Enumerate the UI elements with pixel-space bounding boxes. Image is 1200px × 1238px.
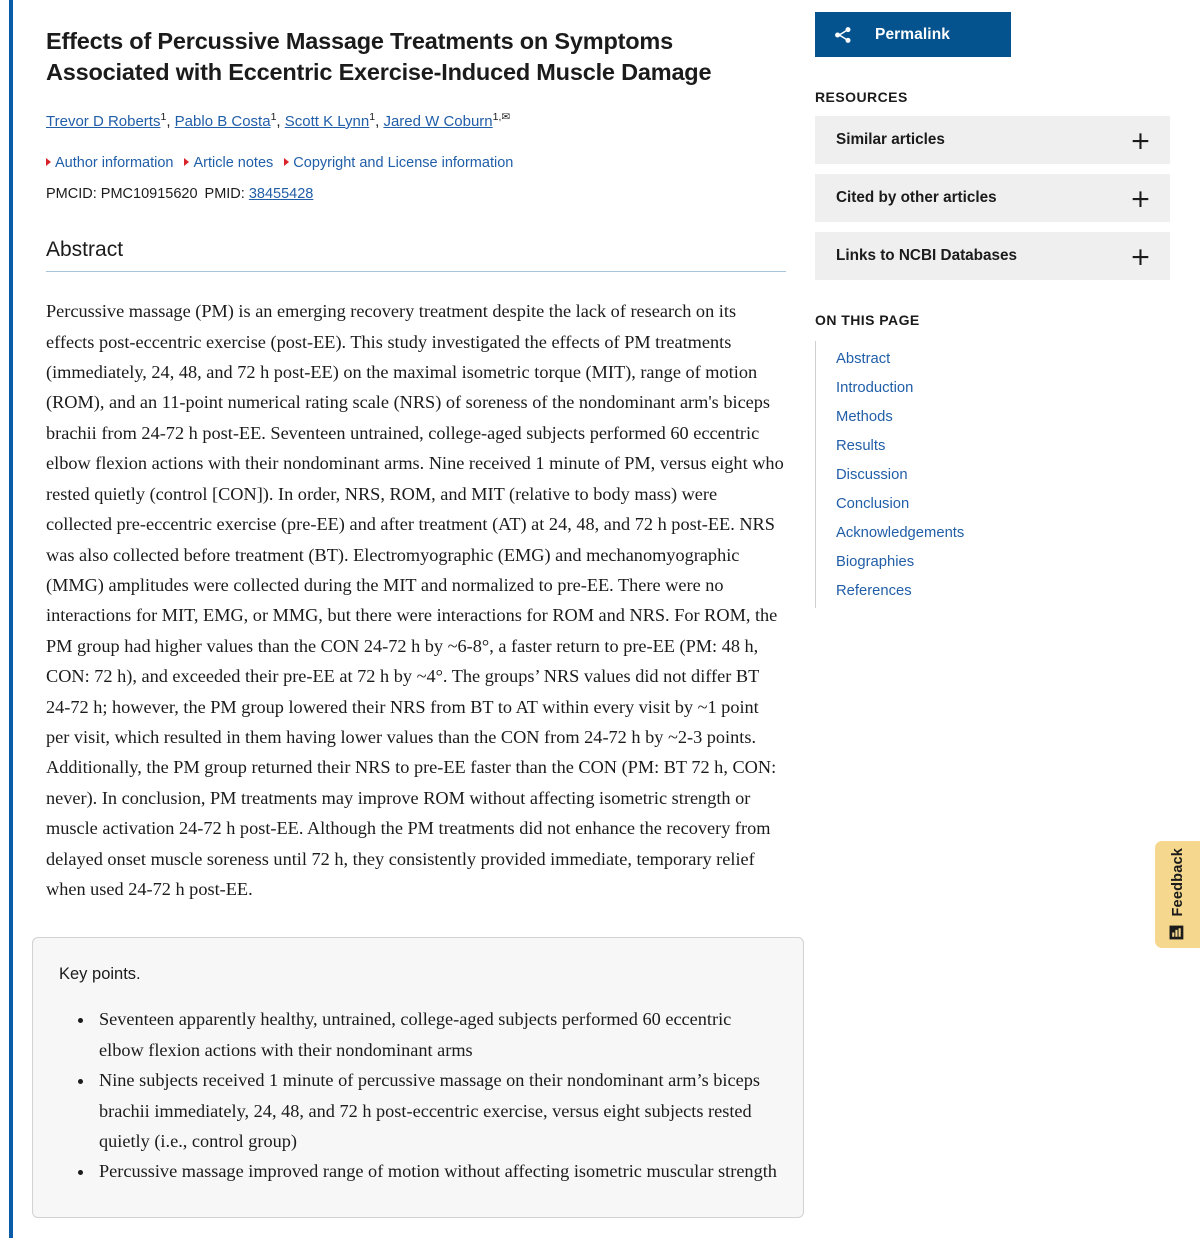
pmcid-label: PMCID: — [46, 186, 97, 203]
author-affil-4: 1, — [492, 110, 502, 123]
plus-icon[interactable]: + — [1130, 125, 1151, 155]
accordion-item-cited-by[interactable] — [815, 174, 1170, 222]
feedback-label: Feedback — [1169, 847, 1186, 917]
nav-item-conclusion[interactable]: Conclusion — [836, 495, 910, 512]
right-sidebar — [815, 0, 1170, 608]
accordion-label: Similar articles — [836, 131, 945, 148]
author-affil-3: 1 — [369, 110, 376, 123]
author-affil-1: 1 — [160, 110, 167, 123]
share-icon — [833, 25, 853, 45]
accordion-item-similar-articles[interactable] — [815, 116, 1170, 164]
main-content-column — [46, 0, 786, 1218]
on-this-page-nav — [815, 341, 1170, 608]
pmid-label: PMID: — [204, 186, 245, 203]
key-points-title: Key points. — [59, 965, 141, 984]
author-sep-3: , — [375, 112, 384, 130]
accordion-item-ncbi-links[interactable] — [815, 232, 1170, 280]
list-item: • Seventeen apparently healthy, untrained, college-aged subjects performed 60 eccentric elbow flexion actions with their nondominant arms — [95, 1004, 777, 1065]
nav-item-discussion[interactable]: Discussion — [836, 466, 908, 483]
chart-icon — [1169, 924, 1186, 941]
feedback-tab[interactable] — [1155, 841, 1200, 948]
accordion-label: Links to NCBI Databases — [836, 247, 1018, 264]
abstract-text: Percussive massage (PM) is an emerging recovery treatment despite the lack of research on its effects post-eccentric exercise (post-EE). This study investigated the effects of PM treatments (immediately, 24, 48, and 72 h post-EE) on the maximal isometric torque (MIT), range of motion (ROM), and an 11-point numerical rating scale (NRS) of soreness of the nondominant arm's biceps brachii from 24-72 h post-EE. Seventeen untrained, college-aged subjects performed 60 eccentric elbow flexion actions with their nondominant arms. Nine received 1 minute of PM, versus eight who rested quietly (control [CON]). In order, NRS, ROM, and MIT (relative to body mass) were collected pre-eccentric exercise (pre-EE) and after treatment (AT) at 24, 48, and 72 h post-EE. NRS was also collected before treatment (BT). Electromyographic (EMG) and mechanomyographic (MMG) amplitudes were collected during the MIT and normalized to pre-EE. There were no interactions for MIT, EMG, or MMG, but there were interactions for ROM and NRS. For ROM, the PM group had higher values than the CON 24-72 h by ~6-8°, a faster return to pre-EE (PM: 48 h, CON: 72 h), and exceeded their pre-EE at 72 h by ~4°. The groups’ NRS values did not differ BT 24-72 h; however, the PM group lowered their NRS from BT to AT within every visit by ~1 point per visit, which resulted in them having lower values than the CON from 24-72 h by ~2-3 points. Additionally, the PM group returned their NRS to pre-EE faster than the CON (PM: BT 72 h, CON: never). In conclusion, PM treatments may improve ROM without affecting isometric strength or muscle activation 24-72 h post-EE. Although the PM treatments did not enhance the recovery from delayed onset muscle soreness until 72 h, they consistently provided immediate, temporary relief when used 24-72 h post-EE. — [46, 301, 784, 899]
permalink-button[interactable] — [815, 12, 1011, 57]
on-this-page-heading: ON THIS PAGE — [815, 312, 920, 328]
author-information-label: Author information — [55, 154, 174, 171]
list-item: • Percussive massage improved range of motion without affecting isometric muscular strength — [95, 1156, 777, 1186]
article-note-links — [46, 153, 786, 173]
list-item: • Nine subjects received 1 minute of percussive massage on their nondominant arm’s biceps brachii immediately, 24, 48, and 72 h post-eccentric exercise, versus eight subjects rested quietly (i.e., control group) — [95, 1065, 777, 1156]
permalink-label: Permalink — [875, 25, 950, 43]
plus-icon[interactable]: + — [1130, 241, 1151, 271]
triangle-right-icon — [46, 158, 51, 166]
article-notes-label: Article notes — [193, 154, 274, 171]
nav-item-references[interactable]: References — [836, 582, 912, 599]
author-information-link[interactable] — [46, 153, 173, 173]
author-sep-1: , — [166, 112, 175, 130]
pmid-link[interactable]: 38455428 — [248, 186, 314, 203]
nav-item-introduction[interactable]: Introduction — [836, 379, 914, 396]
author-link-3[interactable]: Scott K Lynn — [284, 112, 370, 130]
author-affil-2: 1 — [270, 110, 277, 123]
nav-item-methods[interactable]: Methods — [836, 408, 893, 425]
author-link-1[interactable]: Trevor D Roberts — [46, 112, 161, 130]
key-points-list — [59, 1004, 777, 1186]
triangle-right-icon — [284, 158, 289, 166]
author-sep-2: , — [276, 112, 285, 130]
resources-heading: RESOURCES — [815, 89, 908, 105]
author-link-4[interactable]: Jared W Coburn — [383, 112, 493, 130]
accordion-label: Cited by other articles — [836, 189, 997, 206]
author-list — [46, 111, 786, 132]
article-notes-link[interactable] — [184, 153, 273, 173]
nav-item-results[interactable]: Results — [836, 437, 886, 454]
article-identifiers — [46, 186, 786, 202]
nav-item-biographies[interactable]: Biographies — [836, 553, 915, 570]
nav-item-acknowledgements[interactable]: Acknowledgements — [836, 524, 965, 541]
plus-icon[interactable]: + — [1130, 183, 1151, 213]
pmcid-value: PMC10915620 — [100, 186, 198, 203]
abstract-heading: Abstract — [46, 238, 786, 272]
resources-accordion — [815, 116, 1170, 280]
copyright-license-link[interactable] — [284, 153, 513, 173]
key-points-box — [32, 937, 804, 1217]
on-this-page-section — [815, 312, 1170, 608]
triangle-right-icon — [184, 158, 189, 166]
author-link-2[interactable]: Pablo B Costa — [174, 112, 271, 130]
left-accent-rail — [9, 0, 13, 1238]
copyright-license-label: Copyright and License information — [293, 154, 514, 171]
page-title: Effects of Percussive Massage Treatments on Symptoms Associated with Eccentric Exercise-Induced Muscle Damage — [46, 28, 712, 86]
corresponding-author-icon: ✉ — [501, 110, 511, 123]
nav-item-abstract[interactable]: Abstract — [836, 350, 891, 367]
